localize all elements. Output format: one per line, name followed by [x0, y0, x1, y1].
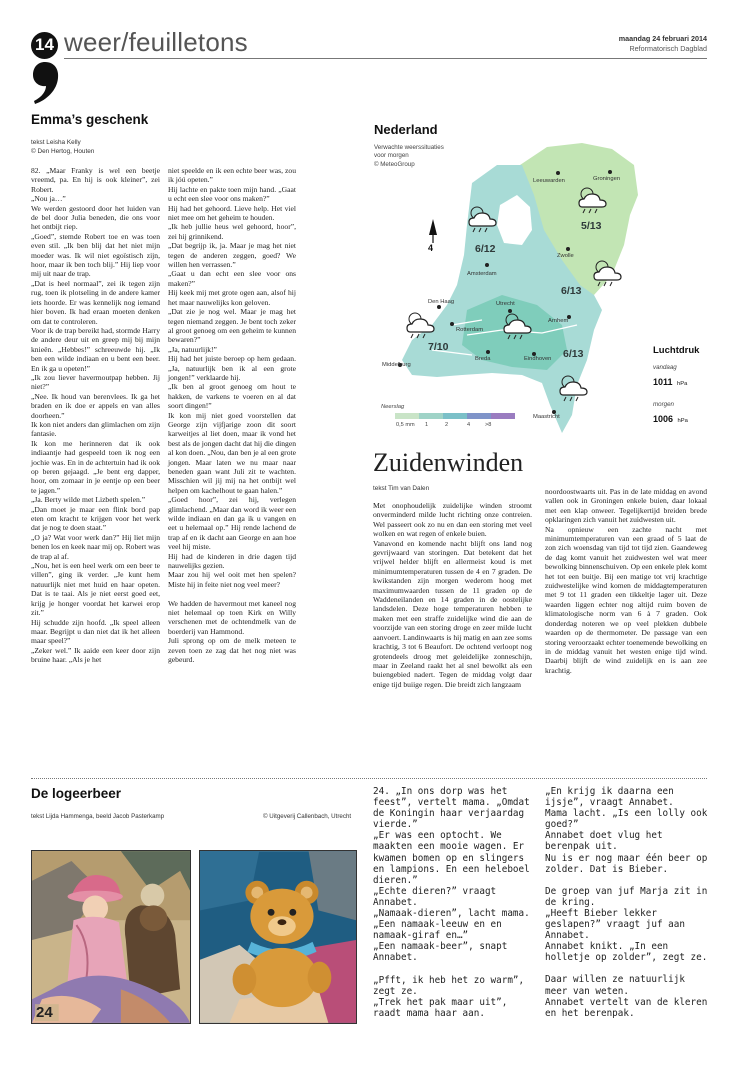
city-dot: [566, 247, 570, 251]
paragraph: Nu is er nog maar één beer op zolder. Dat is Bieber.: [545, 852, 708, 875]
header-rule: [64, 58, 707, 59]
city-label: Eindhoven: [524, 356, 552, 362]
paragraph: „Ja, natuurlijk!”: [168, 344, 217, 354]
legend-tick: 1: [425, 422, 429, 428]
paragraph: Daar willen ze natuurlijk meer van weten.: [545, 974, 685, 997]
city-dot: [450, 322, 454, 326]
feuilleton-author: tekst Leisha Kelly: [31, 139, 81, 146]
paragraph: Hij had het gehoord. Lieve help. Het viel niet mee om het geheim te houden.: [168, 203, 296, 223]
rain-cloud-icon: [576, 185, 610, 215]
rain-cloud-icon: [466, 204, 500, 234]
article-column-2: [545, 487, 707, 675]
city-dot: [556, 171, 560, 175]
legend-swatch: [467, 413, 491, 419]
legend-tick: 4: [467, 422, 471, 428]
comic-copyright: © Uitgeverij Callenbach, Utrecht: [263, 813, 352, 820]
rain-cloud-icon: [591, 258, 625, 288]
paragraph: „Ja. Berty wilde met Lizbeth spelen.”: [31, 495, 146, 505]
precipitation-legend: [395, 413, 515, 419]
city-label: Zwolle: [557, 253, 574, 259]
paragraph: „Namaak-dieren”, lacht mama. „Een namaak-leeuw en en namaak-giraf en…”: [373, 908, 530, 942]
map-title: Nederland: [374, 122, 438, 137]
temperature-label: 6/13: [563, 348, 584, 360]
paragraph: Hij keek mij met grote ogen aan, alsof hij het maar nauwelijks kon geloven.: [168, 288, 296, 307]
comma-logo: [29, 60, 61, 106]
paragraph: „Gaat u dan echt een slee voor ons maken?”: [168, 269, 296, 288]
temperature-label: 5/13: [581, 220, 602, 232]
paragraph: Voor ik de trap bereikt had, stormde Harry de andere deur uit en greep mij bij mijn knieën. „Hebbes!” schreeuwde hij. „Ik ben een wilde indiaan en u bent een beer. En ik ga u opeten!”: [31, 325, 160, 373]
paragraph: Na opnieuw een zachte nacht met minimumtemperaturen van een graad of 5 laat de zon zich woensdag van tijd tot tijd zien. Gaandeweg de dag komt vanuit het zuidwesten wel wat meer bewolking binnenschuiven. Op een enkele plek komt het tot een buitje. Bij een matige tot vrij krachtige zuidwestelijke wind komen de middagtemperaturen met 9 tot 11 graden een tikkeltje lager uit. Deze waarden liggen echter nog altijd ruim boven de klimatologische norm van 6 à 7 graden. Ook donderdag noteren we op veel plekken dubbele waarden op de thermometer. De passage van een storing veroorzaakt echter toenemende bewolking en in de middag vanuit het westen enige tijd wind. Daarbij blijft de wind zuidelijk en is aan zee krachtig.: [545, 524, 707, 675]
temperature-label: 6/13: [561, 285, 582, 297]
paragraph: Mama lacht. „Is een lolly ook goed?”: [545, 808, 708, 831]
legend-tick: 2: [445, 422, 449, 428]
paragraph: „Goed”, stemde Robert toe en was toen even stil. „Ik ben blij dat het niet mijn moeder was. Ik wil niet egoïstisch zijn, hoor, maar ik ben toch blij.” Hij liep voor mij uit naar de trap.: [31, 231, 160, 279]
pressure-tomorrow-value: 1006: [653, 414, 674, 424]
legend-swatch: [419, 413, 443, 419]
paragraph: „Nou, het is een heel werk om een beer te villen”, ging ik verder. „Je kunt hem natuurlijk niet met huid en haar opeten. Dat is te taai. Als je niet eerst goed eet, krijg je honger voordat het karwei erop zit.”: [31, 561, 160, 618]
legend-swatch: [491, 413, 515, 419]
pressure-tomorrow-label: morgen: [653, 401, 674, 408]
legend-swatch: [443, 413, 467, 419]
paragraph: Juli sprong op om de melk meteen te zeven toen ze zag dat het nog niet was gebeurd.: [168, 636, 296, 665]
north-arrow: [429, 219, 437, 243]
city-dot: [437, 305, 441, 309]
pressure-tomorrow: [653, 409, 688, 427]
city-label: Groningen: [593, 176, 621, 182]
page-number: 14: [35, 35, 54, 54]
paragraph: „Ik zou liever havermoutpap hebben. Jij niet?”: [31, 372, 160, 392]
city-dot: [486, 350, 490, 354]
paragraph: „Er was een optocht. We maakten een mooie wagen. Er kwamen bomen op en slingers en lampions. En een heleboel dieren.”: [373, 830, 530, 886]
paragraph: niet speelde en ik een echte beer was, zou ik jóú opeten.”: [168, 166, 296, 185]
comic-column-1: [373, 786, 540, 1019]
paragraph: „Trek het pak maar uit”, raadt mama haar aan.: [373, 996, 508, 1019]
map-subtitle-line: Verwachte weerssituaties: [374, 144, 444, 151]
city-label: Rotterdam: [456, 327, 484, 333]
feuilleton-column-1: [31, 166, 160, 665]
paragraph: „Echte dieren?” vraagt Annabet.: [373, 885, 497, 908]
city-label: Middelburg: [382, 362, 411, 368]
paragraph: „Een namaak-beer”, snapt Annabet.: [373, 941, 508, 964]
paragraph: „Nou ja…”: [31, 194, 66, 204]
legend-swatch: [395, 413, 419, 419]
paragraph: Hij had het juiste beroep op hem gedaan. „Ja, natuurlijk ben ik al een grote jongen!” verklaarde hij.: [168, 354, 296, 382]
comic-panel-girl: [31, 850, 191, 1024]
comic-column-2: [545, 786, 712, 1019]
rain-cloud-icon: [501, 311, 535, 341]
legend-tick: 0,5 mm: [396, 422, 415, 428]
paragraph: „Zeker wel.” Ik aaide een keer door zijn bruine haar. „Als je het: [31, 645, 160, 665]
paragraph: Met onophoudelijk zuidelijke winden stroomt onverminderd milde lucht richting onze contreien. Wel passeert ook zo nu en dan een storing met veel wolken en wat regen of enkele buien.: [373, 501, 532, 539]
paragraph: „Goed hoor”, zei hij, verlegen glimlachend. „Maar dan word ik weer een wilde indiaan en dan ga ik u vangen en eet u helemaal op.” Hij rende lachend de trap af en ik dacht aan George en aan hoe veel hij miste.: [168, 495, 296, 552]
pressure-title: Luchtdruk: [653, 345, 700, 356]
header-date: maandag 24 februari 2014: [618, 34, 707, 43]
paragraph: „Dat zie je nog wel. Maar je mag het tegen niemand zeggen. Je bent toch zeker al groot genoeg om een geheim te kunnen bewaren?”: [168, 307, 296, 345]
paragraph: „Heeft Bieber lekker geslapen?” vraagt juf aan Annabet.: [545, 907, 685, 942]
paragraph: „Dat is heel normaal”, zei ik tegen zijn rug, toen ik plotseling in de andere kamer iets hoorde. Er was kennelijk nog iemand hier boven. Ik had eraan moeten denken om dat te controleren.: [31, 278, 160, 326]
feuilleton-column-2: [168, 166, 296, 665]
pressure-today: [653, 372, 687, 390]
city-dot: [608, 170, 612, 174]
pressure-unit: hPa: [677, 418, 688, 424]
paragraph: „O ja? Wat voor werk dan?” Hij liet mijn benen los en keek naar mij op. Robert was de trap al af.: [31, 532, 160, 561]
article-author: tekst Tim van Dalen: [373, 485, 430, 492]
city-dot: [485, 263, 489, 267]
paragraph: „Ik ben al groot genoeg om hout te hakken, de varkens te voeren en al dat soort dingen!”: [168, 382, 296, 411]
paragraph: „Nee. Ik houd van berenvlees. Ik ga het braden en ik doe er appels en van alles doorheen.”: [31, 391, 160, 420]
paragraph: „Dan moet je maar een flink bord pap eten om kracht te krijgen voor het werk dat je nog te doen staat.”: [31, 504, 160, 533]
city-label: Den Haag: [428, 299, 455, 305]
comic-credits: tekst Lijda Hammenga, beeld Jacob Pasterkamp: [31, 813, 165, 820]
paragraph: Maar zou hij wel ooit met hen spelen? Miste hij in feite niet nog veel meer?: [168, 570, 296, 589]
city-label: Leeuwarden: [533, 178, 565, 184]
paragraph: „En krijg ik daarna een ijsje”, vraagt Annabet.: [545, 786, 674, 809]
paragraph: Hij had de kinderen in drie dagen tijd nauwelijks gezien.: [168, 551, 296, 571]
section-divider: [31, 778, 707, 779]
paragraph: 24. „In ons dorp was het feest”, vertelt mama. „Omdat de Koningin haar verjaardag vierde.”: [373, 786, 530, 831]
paragraph: Ik kon mij niet goed voorstellen dat George zijn vijfjarige zoon dit soort karweitjes al liet doen, maar ik vond het best als de jongen dacht dat hij die dingen al kon doen. „Nou, dan ben je al een grote jongen. Maar laten we nu maar naar beneden gaan want Juli zit te wachten. Misschien wil jij mij na het ontbijt wel helpen om kachelhout te gaan halen.”: [168, 410, 296, 495]
paragraph: noordoostwaarts uit. Pas in de late middag en avond vallen ook in Groningen enkele buien, daar lokaal met een klap onweer. Tegelijkertijd breiden brede opklaringen zich vanuit het zuidwesten uit.: [545, 487, 707, 525]
city-label: Maastricht: [533, 414, 560, 420]
feuilleton-publisher: © Den Hertog, Houten: [31, 148, 95, 155]
header-paper: Reformatorisch Dagblad: [629, 44, 707, 53]
map-subtitle-line: voor morgen: [374, 152, 409, 160]
comic-panel-bear: [199, 850, 357, 1024]
paragraph: 82. „Maar Franky is wel een beetje vreemd, pa. En hij is ook kleiner”, zei Robert.: [31, 166, 160, 194]
paragraph: We hadden de havermout met kaneel nog niet helemaal op toen Kirk en Willy verschenen met de ochtendmelk van de boerderij van Hammond.: [168, 598, 296, 636]
temperature-label: 6/12: [475, 243, 496, 255]
paragraph: Ik kon me herinneren dat ik ook indiaantje had gespeeld toen ik nog een jochie was. En in de achtertuin had ik ook op beren gejaagd. „Je bent erg dapper, hoor, om zomaar in je eentje op een beer te jagen.”: [31, 438, 160, 495]
paragraph: Vanavond en komende nacht blijft ons land nog gevrijwaard van storingen. Dat betekent dat het vrijwel helder blijft en allermeist koud is met minimumtemperaturen tussen de 4 en 7 graden. De kwikstanden zijn morgen wederom hoog met maximumwaarden tussen de 11 graden op de Waddeneilanden en 14 graden in de oostelijke landsdelen. Deze hoge temperaturen hebben te maken met een straffe zuidelijke wind die aan de voorzijde van een storing droge en zeer milde lucht aanvoert. Landinwaarts is hij matig en aan zee soms krachtig, 3 tot 6 Beaufort. De ochtend verloopt nog grotendeels droog met geleidelijke zonneschijn, maar in Zeeland raakt het al snel bewolkt als een buiengebied nadert. Tegen de middag volgt daar enige tijd buiige regen. Die breidt zich langzaam: [373, 538, 532, 689]
paragraph: Annabet doet vlug het berenpak uit.: [545, 830, 663, 853]
city-label: Amsterdam: [467, 271, 497, 277]
paragraph: Hij lachte en pakte toen mijn hand. „Gaat u echt een slee voor ons maken?”: [168, 184, 296, 204]
paragraph: Hij schudde zijn hoofd. „Ik speel alleen maar. Begrijpt u dan niet dat ik het alleen maar speel?”: [31, 617, 160, 646]
city-label: Utrecht: [496, 301, 515, 307]
legend-tick: >8: [485, 422, 492, 428]
paragraph: „Ik heb jullie heus wel gehoord, hoor”, zei hij grinnikend.: [168, 222, 296, 241]
pressure-today-label: vandaag: [653, 364, 677, 371]
temperature-label: 7/10: [428, 341, 449, 353]
rain-cloud-icon: [404, 310, 438, 340]
article-title: Zuidenwinden: [373, 448, 524, 477]
wind-force: 4: [428, 243, 434, 253]
legend-title: Neerslag: [381, 404, 405, 410]
rain-cloud-icon: [557, 373, 591, 403]
section-title: weer/feuilletons: [64, 27, 248, 57]
article-column-1: [373, 501, 532, 689]
feuilleton-title: Emma’s geschenk: [31, 112, 149, 127]
paragraph: Annabet vertelt van de kleren en het berenpak.: [545, 996, 708, 1019]
paragraph: „Pfft, ik heb het zo warm”, zegt ze.: [373, 974, 525, 997]
city-label: Arnhem: [548, 318, 569, 324]
map-subtitle-line: © MeteoGroup: [374, 160, 415, 168]
comic-panel-number: 24: [36, 1004, 53, 1021]
comic-title: De logeerbeer: [31, 786, 122, 801]
pressure-today-value: 1011: [653, 377, 673, 387]
paragraph: „Dat begrijp ik, ja. Maar je mag het niet tegen de anderen zeggen, goed? We willen hen verrassen.”: [168, 241, 296, 270]
city-label: Breda: [475, 356, 491, 362]
paragraph: Ik kon niet anders dan glimlachen om zijn fantasie.: [31, 419, 160, 439]
pressure-unit: hPa: [676, 381, 688, 387]
paragraph: De groep van juf Marja zit in de kring.: [545, 885, 708, 908]
paragraph: Annabet knikt. „In een holletje op zolder”, zegt ze.: [545, 941, 708, 964]
paragraph: We werden gestoord door het luiden van de bel door Julia beneden, die ons voor het ontbijt riep.: [31, 203, 160, 232]
